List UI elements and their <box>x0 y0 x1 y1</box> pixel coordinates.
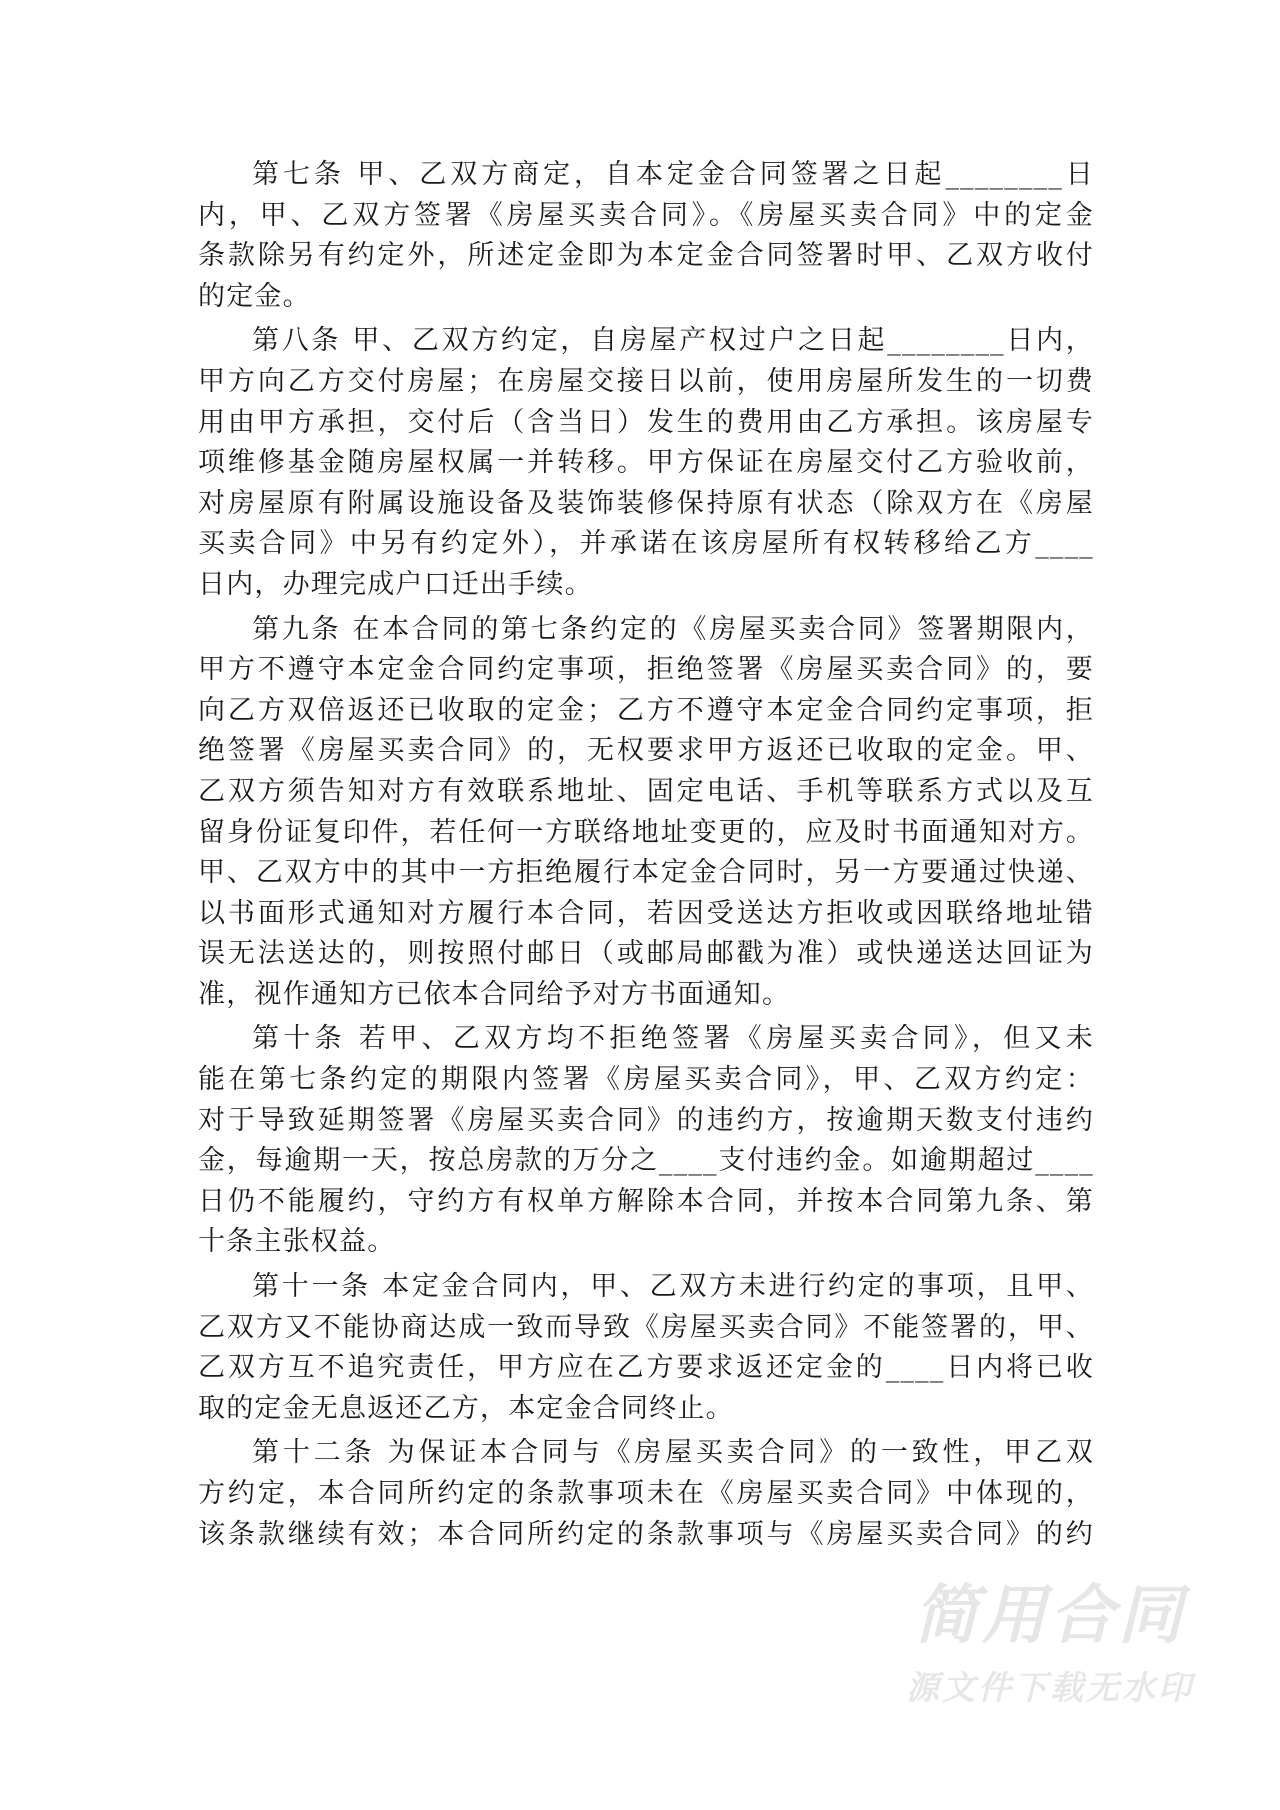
text-line: 向乙方双倍返还已收取的定金；乙方不遵守本定金合同约定事项，拒 <box>198 694 1094 726</box>
text-line: 十条主张权益。 <box>198 1226 396 1258</box>
article-9 <box>198 610 1094 1016</box>
text-line: 取的定金无息返还乙方，本定金合同终止。 <box>198 1392 734 1424</box>
text-line: 能在第七条约定的期限内签署《房屋买卖合同》，甲、乙双方约定： <box>198 1064 1094 1096</box>
article-11 <box>198 1267 1094 1429</box>
watermark-tagline: 源文件下载无水印 <box>906 1668 1194 1707</box>
text-line: 准，视作通知方已依本合同给予对方书面通知。 <box>198 978 791 1010</box>
text-line: 用由甲方承担，交付后（含当日）发生的费用由乙方承担。该房屋专 <box>198 406 1094 438</box>
text-line: 对于导致延期签署《房屋买卖合同》的违约方，按逾期天数支付违约 <box>198 1104 1094 1136</box>
text-line: 以书面形式通知对方履行本合同，若因受送达方拒收或因联络地址错 <box>198 897 1094 929</box>
text-line: 方约定，本合同所约定的条款事项未在《房屋买卖合同》中体现的， <box>198 1478 1094 1509</box>
text-line: 买卖合同》中另有约定外），并承诺在该房屋所有权转移给乙方____ <box>198 528 1094 560</box>
text-line: 甲、乙双方中的其中一方拒绝履行本定金合同时，另一方要通过快递、 <box>198 857 1094 889</box>
text-line: 项维修基金随房屋权属一并转移。甲方保证在房屋交付乙方验收前， <box>198 447 1094 479</box>
text-line: 第九条 在本合同的第七条约定的《房屋买卖合同》签署期限内， <box>252 613 1094 645</box>
document-body <box>198 155 1094 1555</box>
text-line: 第十条 若甲、乙双方均不拒绝签署《房屋买卖合同》，但又未 <box>252 1023 1094 1055</box>
text-line: 留身份证复印件，若任何一方联络地址变更的，应及时书面通知对方。 <box>198 816 1094 848</box>
text-line: 绝签署《房屋买卖合同》的，无权要求甲方返还已收取的定金。甲、 <box>198 735 1094 767</box>
article-7 <box>198 155 1094 317</box>
text-line: 该条款继续有效；本合同所约定的条款事项与《房屋买卖合同》的约 <box>198 1518 1094 1550</box>
text-line: 对房屋原有附属设施设备及装饰装修保持原有状态（除双方在《房屋 <box>198 487 1094 519</box>
text-line: 甲方不遵守本定金合同约定事项，拒绝签署《房屋买卖合同》的，要 <box>198 654 1094 686</box>
text-line: 日仍不能履约，守约方有权单方解除本合同，并按本合同第九条、第 <box>198 1185 1094 1217</box>
text-line: 日内，办理完成户口迁出手续。 <box>198 568 593 600</box>
text-line: 第八条 甲、乙双方约定，自房屋产权过户之日起________日内， <box>252 325 1094 357</box>
text-line: 的定金。 <box>198 280 311 312</box>
text-line: 内，甲、乙双方签署《房屋买卖合同》。《房屋买卖合同》中的定金 <box>198 199 1094 231</box>
text-line: 第十一条 本定金合同内，甲、乙双方未进行约定的事项，且甲、 <box>252 1271 1094 1303</box>
article-8 <box>198 321 1094 605</box>
text-line: 甲方向乙方交付房屋；在房屋交接日以前，使用房屋所发生的一切费 <box>198 365 1094 397</box>
text-line: 第七条 甲、乙双方商定，自本定金合同签署之日起________日 <box>252 159 1094 190</box>
article-12 <box>198 1433 1094 1555</box>
text-line: 误无法送达的，则按照付邮日（或邮局邮戳为准）或快递送达回证为 <box>198 938 1094 970</box>
text-line: 乙双方又不能协商达成一致而导致《房屋买卖合同》不能签署的，甲、 <box>198 1311 1094 1343</box>
article-10 <box>198 1019 1094 1263</box>
text-line: 金，每逾期一天，按总房款的万分之____支付违约金。如逾期超过____ <box>198 1145 1094 1177</box>
watermark <box>885 1580 1215 1710</box>
text-line: 第十二条 为保证本合同与《房屋买卖合同》的一致性，甲乙双 <box>252 1437 1094 1469</box>
text-line: 乙双方互不追究责任，甲方应在乙方要求返还定金的____日内将已收 <box>198 1352 1094 1384</box>
watermark-brand: 简用合同 <box>914 1579 1186 1653</box>
text-line: 条款除另有约定外，所述定金即为本定金合同签署时甲、乙双方收付 <box>198 240 1094 272</box>
text-line: 乙双方须告知对方有效联系地址、固定电话、手机等联系方式以及互 <box>198 775 1094 807</box>
